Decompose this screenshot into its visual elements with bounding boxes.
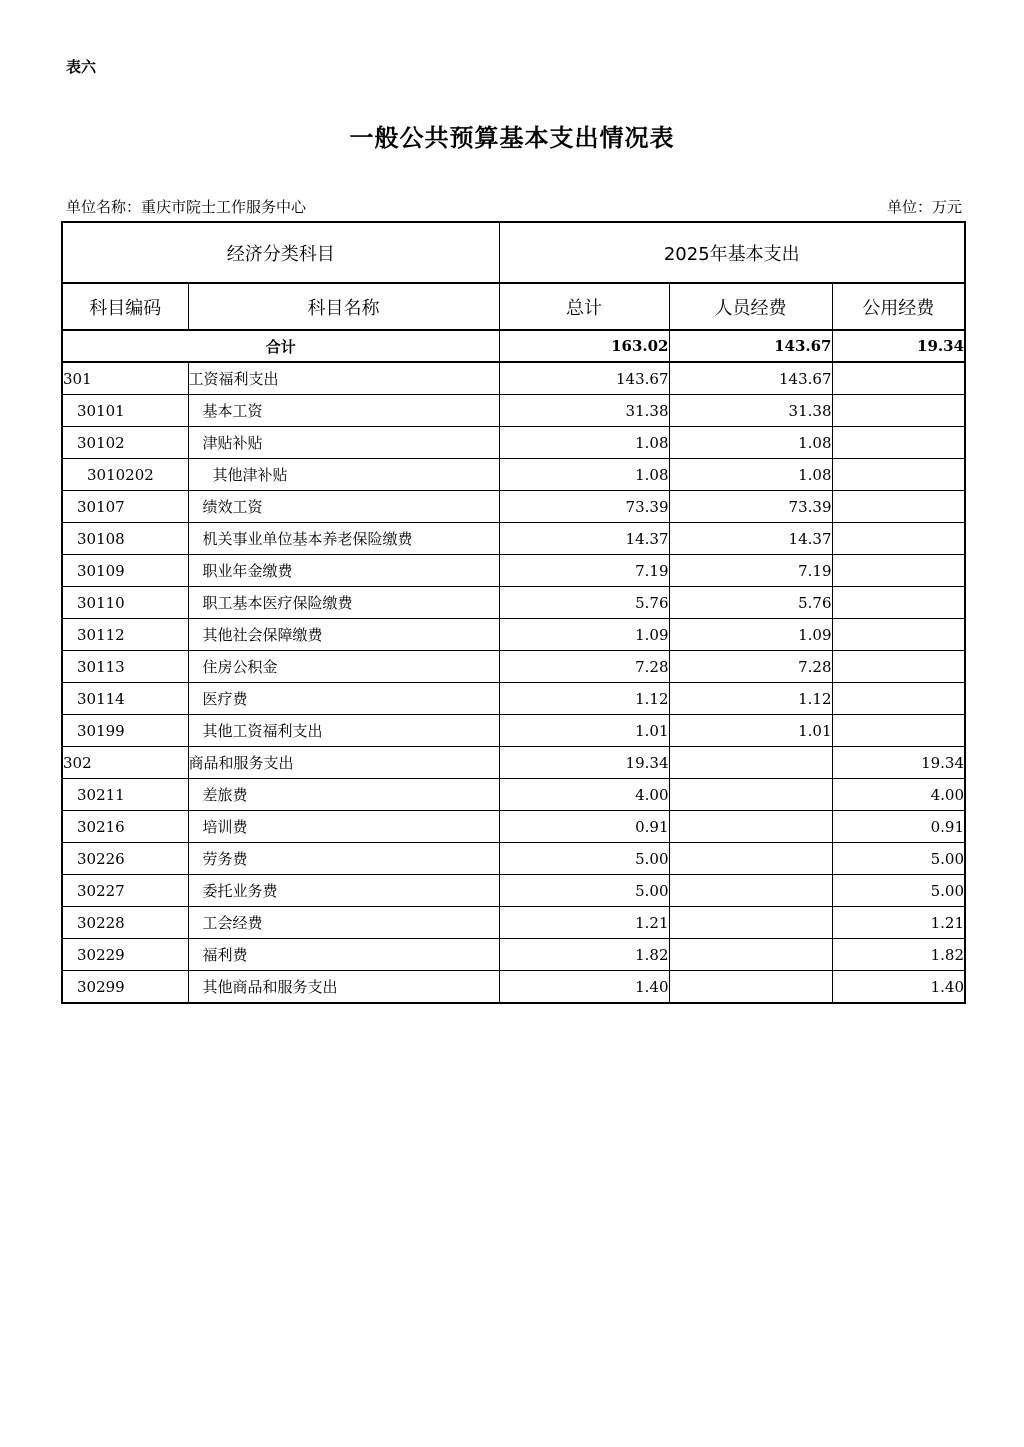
row-public: 5.00	[832, 875, 965, 907]
row-total: 1.09	[499, 619, 669, 651]
row-public: 1.21	[832, 907, 965, 939]
row-code: 30102	[62, 427, 188, 459]
row-personnel	[669, 971, 832, 1004]
row-public	[832, 651, 965, 683]
table-row	[62, 971, 965, 1004]
row-public	[832, 683, 965, 715]
page-title: 一般公共预算基本支出情况表	[349, 123, 675, 152]
table-number-label: 表六	[66, 58, 97, 76]
row-personnel: 1.09	[669, 619, 832, 651]
row-name: 福利费	[188, 939, 499, 971]
row-code: 3010202	[62, 459, 188, 491]
row-code: 30299	[62, 971, 188, 1004]
currency-unit-label: 单位：万元	[886, 198, 962, 216]
row-public: 5.00	[832, 843, 965, 875]
total-public: 19.34	[832, 330, 965, 362]
table-row	[62, 523, 965, 555]
row-name: 工资福利支出	[188, 362, 499, 395]
row-code: 30216	[62, 811, 188, 843]
row-total: 7.19	[499, 555, 669, 587]
total-row	[62, 330, 965, 362]
row-code: 30112	[62, 619, 188, 651]
row-personnel	[669, 747, 832, 779]
row-name: 职工基本医疗保险缴费	[188, 587, 499, 619]
table-row	[62, 619, 965, 651]
row-code: 30211	[62, 779, 188, 811]
header-code: 科目编码	[62, 283, 188, 330]
row-personnel	[669, 843, 832, 875]
row-name: 机关事业单位基本养老保险缴费	[188, 523, 499, 555]
row-personnel: 143.67	[669, 362, 832, 395]
row-total: 4.00	[499, 779, 669, 811]
header-econ-class: 经济分类科目	[62, 222, 499, 283]
row-public: 1.40	[832, 971, 965, 1004]
row-personnel	[669, 907, 832, 939]
row-code: 302	[62, 747, 188, 779]
row-personnel: 1.08	[669, 427, 832, 459]
row-public	[832, 523, 965, 555]
row-name: 其他工资福利支出	[188, 715, 499, 747]
row-public: 4.00	[832, 779, 965, 811]
table-row	[62, 683, 965, 715]
row-total: 5.00	[499, 875, 669, 907]
row-name: 职业年金缴费	[188, 555, 499, 587]
header-public: 公用经费	[832, 283, 965, 330]
row-personnel	[669, 939, 832, 971]
row-total: 0.91	[499, 811, 669, 843]
row-name: 差旅费	[188, 779, 499, 811]
row-total: 5.76	[499, 587, 669, 619]
table-row	[62, 459, 965, 491]
table-row	[62, 427, 965, 459]
row-total: 1.82	[499, 939, 669, 971]
row-total: 1.40	[499, 971, 669, 1004]
row-name: 绩效工资	[188, 491, 499, 523]
header-basic-expense: 2025年基本支出	[499, 222, 965, 283]
table-row	[62, 555, 965, 587]
row-public	[832, 459, 965, 491]
row-personnel: 1.01	[669, 715, 832, 747]
row-code: 30227	[62, 875, 188, 907]
total-sum: 163.02	[499, 330, 669, 362]
row-total: 14.37	[499, 523, 669, 555]
row-total: 1.12	[499, 683, 669, 715]
row-total: 19.34	[499, 747, 669, 779]
table-row	[62, 779, 965, 811]
row-name: 医疗费	[188, 683, 499, 715]
row-public	[832, 362, 965, 395]
row-public	[832, 587, 965, 619]
row-name: 其他津补贴	[188, 459, 499, 491]
row-name: 其他商品和服务支出	[188, 971, 499, 1004]
row-total: 7.28	[499, 651, 669, 683]
unit-name: 单位名称：重庆市院士工作服务中心	[66, 198, 307, 216]
table-row	[62, 939, 965, 971]
row-personnel: 31.38	[669, 395, 832, 427]
row-personnel	[669, 875, 832, 907]
row-code: 30114	[62, 683, 188, 715]
total-personnel: 143.67	[669, 330, 832, 362]
row-total: 5.00	[499, 843, 669, 875]
row-personnel: 1.12	[669, 683, 832, 715]
row-public	[832, 395, 965, 427]
row-total: 1.08	[499, 459, 669, 491]
row-name: 委托业务费	[188, 875, 499, 907]
row-personnel: 7.28	[669, 651, 832, 683]
row-code: 30229	[62, 939, 188, 971]
row-total: 1.08	[499, 427, 669, 459]
header-name: 科目名称	[188, 283, 499, 330]
table-row	[62, 715, 965, 747]
row-public	[832, 491, 965, 523]
row-code: 30199	[62, 715, 188, 747]
row-code: 30108	[62, 523, 188, 555]
row-code: 30113	[62, 651, 188, 683]
row-public	[832, 715, 965, 747]
row-code: 30109	[62, 555, 188, 587]
budget-table	[61, 221, 966, 1004]
table-row	[62, 651, 965, 683]
row-personnel	[669, 811, 832, 843]
row-public	[832, 555, 965, 587]
row-code: 301	[62, 362, 188, 395]
row-name: 工会经费	[188, 907, 499, 939]
header-total: 总计	[499, 283, 669, 330]
total-label: 合计	[62, 330, 499, 362]
row-name: 住房公积金	[188, 651, 499, 683]
row-public: 0.91	[832, 811, 965, 843]
row-total: 1.01	[499, 715, 669, 747]
row-name: 基本工资	[188, 395, 499, 427]
table-row	[62, 811, 965, 843]
table-row	[62, 362, 965, 395]
header-row-columns	[62, 283, 965, 330]
row-personnel: 7.19	[669, 555, 832, 587]
header-personnel: 人员经费	[669, 283, 832, 330]
row-public	[832, 619, 965, 651]
row-public: 19.34	[832, 747, 965, 779]
row-name: 培训费	[188, 811, 499, 843]
row-personnel: 1.08	[669, 459, 832, 491]
row-public	[832, 427, 965, 459]
row-code: 30107	[62, 491, 188, 523]
row-code: 30228	[62, 907, 188, 939]
table-row	[62, 875, 965, 907]
header-row-group	[62, 222, 965, 283]
row-total: 73.39	[499, 491, 669, 523]
table-row	[62, 907, 965, 939]
table-row	[62, 491, 965, 523]
row-code: 30226	[62, 843, 188, 875]
row-personnel: 14.37	[669, 523, 832, 555]
row-personnel	[669, 779, 832, 811]
row-name: 其他社会保障缴费	[188, 619, 499, 651]
row-total: 31.38	[499, 395, 669, 427]
row-name: 津贴补贴	[188, 427, 499, 459]
row-code: 30101	[62, 395, 188, 427]
row-code: 30110	[62, 587, 188, 619]
table-row	[62, 747, 965, 779]
row-total: 1.21	[499, 907, 669, 939]
row-total: 143.67	[499, 362, 669, 395]
row-public: 1.82	[832, 939, 965, 971]
row-personnel: 73.39	[669, 491, 832, 523]
table-row	[62, 395, 965, 427]
row-personnel: 5.76	[669, 587, 832, 619]
table-row	[62, 843, 965, 875]
table-row	[62, 587, 965, 619]
row-name: 商品和服务支出	[188, 747, 499, 779]
row-name: 劳务费	[188, 843, 499, 875]
